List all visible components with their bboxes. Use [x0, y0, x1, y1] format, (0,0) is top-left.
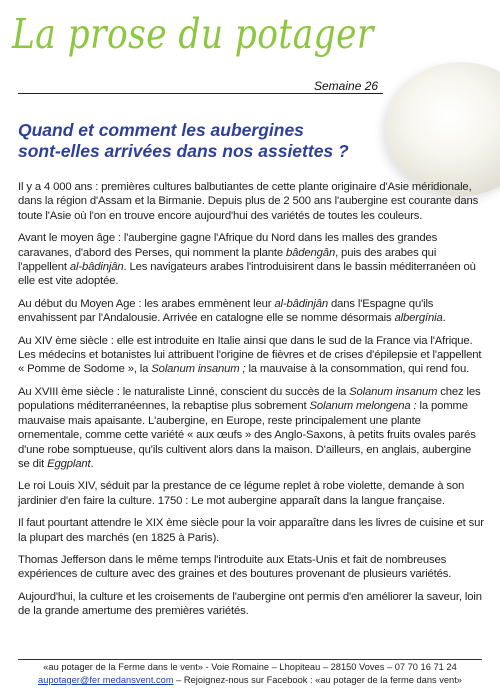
facebook-text: – Rejoignez-nous sur Facebook : «au potager de la ferme dans vent»	[173, 675, 462, 685]
paragraph-today: Aujourd'hui, la culture et les croisements de l'aubergine ont permis d'en améliorer la saveur, loin de la grande amertume des premières variétés.	[18, 590, 482, 618]
article-body	[18, 180, 484, 627]
headline-line-1: Quand et comment les aubergines	[18, 120, 304, 140]
footer-divider	[18, 659, 482, 660]
paragraph-middle-ages: Avant le moyen âge : l'aubergine gagne l'Afrique du Nord dans les malles des grandes caravanes, d'abord des Perses, qui nomment la plante bâdengân, puis des arabes qui l'appellent al-bâdinjân. Les navigateurs arabes l'introduisirent dans le bassin méditerranéen où elle est vite adoptée.	[18, 232, 476, 288]
paragraph-thomas-jefferson: Thomas Jefferson dans le même temps l'introduite aux Etats-Unis et fait de nombreuses expériences de culture avec des graines et des boutures provenant de plusieurs variétés.	[18, 553, 452, 581]
paragraph-18th-century: Au XVIII ème siècle : le naturaliste Linné, conscient du succès de la Solanum insanum chez les populations méditerranéennes, la rebaptise plus sobrement Solanum melongena : la pomme mauvaise mais apaisante. L'aubergine, en Europe, reste principalement une plante ornementale, comme cette variété « aux œufs » des Anglo-Saxons, à petits fruits ovales parés d'une robe somptueuse, qu'ils cultivent alors dans la maison. D'ailleurs, en anglais, aubergine se dit Eggplant.	[18, 385, 481, 470]
paragraph-early-middle-ages: Au début du Moyen Age : les arabes emmènent leur al-bâdinjân dans l'Espagne qu'ils envahissent par l'Andalousie. Arrivée en catalogne elle se nomme désormais albergínia.	[18, 297, 446, 325]
email-link[interactable]: aupotager@fer medansvent.com	[38, 675, 174, 685]
term-eggplant: Eggplant	[47, 457, 91, 470]
footer-address: «au potager de la Ferme dans le vent» - Voie Romaine – Lhopiteau – 28150 Voves – 07 70 16 71 24	[43, 662, 457, 672]
term-al-badinjan: al-bâdinjân	[69, 261, 124, 274]
term-albergina: albergínia	[394, 312, 443, 325]
footer	[0, 661, 500, 687]
term-solanum-insanum: Solanum insanum	[349, 385, 438, 398]
header-divider	[18, 93, 383, 94]
newsletter-title: La prose du potager	[12, 10, 374, 58]
eggplant-egg-image	[386, 62, 500, 196]
paragraph-louis-xiv: Le roi Louis XIV, séduit par la prestance de ce légume replet à robe violette, demande à son jardinier d'en faire la culture. 1750 : Le mot aubergine apparaît dans la langue française.	[18, 480, 465, 507]
week-label: Semaine 26	[314, 79, 379, 93]
paragraph-14th-century: Au XIV ème siècle : elle est introduite en Italie ainsi que dans le sud de la France via l'Afrique. Les médecins et botanistes lui attribuent l'origine de fièvres et de crises d'épilepsie et l'appellent « Pomme de Sodome », la Solanum insanum ; la mauvaise à la consommation, qui rend fou.	[18, 334, 482, 376]
article-headline	[18, 120, 378, 162]
paragraph-4000-years: Il y a 4 000 ans : premières cultures balbutiantes de cette plante originaire d'Asie méridionale, dans la région d'Assam et la Birmanie. Depuis plus de 2 500 ans l'aubergine est courante dans toute l'Asie où l'on en trouve encore aujourd'hui des variétés de toutes les couleurs.	[18, 181, 479, 222]
footer-contact	[0, 674, 500, 687]
term-solanum-insanum: Solanum insanum ;	[151, 363, 246, 376]
term-badengan: bâdengân	[286, 246, 336, 259]
term-solanum-melongena: Solanum melongena :	[309, 400, 417, 413]
paragraph-19th-century: Il faut pourtant attendre le XIX ème siècle pour la voir apparaître dans les livres de cuisine et sur la plupart des marchés (en 1825 à Paris).	[18, 517, 484, 544]
headline-line-2: sont-elles arrivées dans nos assiettes ?	[18, 141, 349, 161]
term-al-badinjan: al-bâdinjân	[274, 297, 329, 310]
